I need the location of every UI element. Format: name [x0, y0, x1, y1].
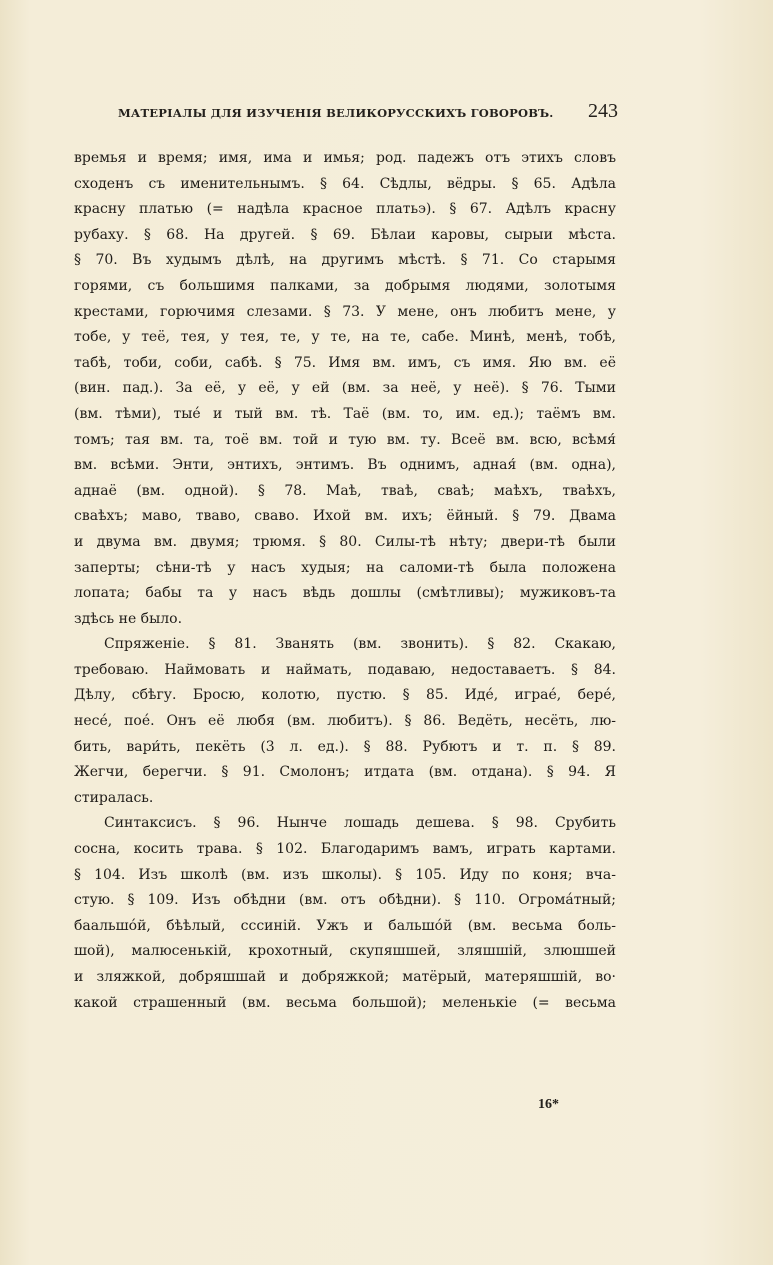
body-text [74, 146, 616, 1016]
signature-mark: 16* [538, 1097, 559, 1112]
text-line: крестами, горючимя слезами. § 73. У мене, онъ любитъ мене, у [74, 303, 616, 320]
text-line: несé, поé. Онъ её люб́я (вм. любитъ). § 86. Ведёть, несёть, лю- [74, 713, 616, 730]
page-number: 243 [588, 100, 618, 122]
paragraph [74, 632, 616, 811]
text-line: времья и время; имя, има и имья; род. падежъ отъ этихъ словъ [74, 150, 616, 166]
paragraph [74, 146, 616, 632]
page-header [118, 100, 618, 130]
text-line: § 70. Въ худымъ дѣлѣ, на другимъ мѣстѣ. § 71. Со старымя [74, 252, 616, 269]
text-line: горями, съ большимя палками, за добрымя людями, золотымя [74, 277, 616, 294]
text-line: тобе, у теё, тея, у тея, те, у те, на те, сабе. Минѣ, менѣ, тобѣ, [74, 329, 616, 346]
text-line: красну платью (= надѣла красное платьэ). § 67. Адѣлъ красну [74, 201, 616, 218]
text-line: Дѣлу, сбѣгу. Бросю, колотю, пустю. § 85. Идé, играé, берé, [74, 687, 616, 704]
text-line: Синтаксисъ. § 96. Нынче лошадь дешева. § 98. Срубить [104, 815, 616, 832]
text-line: стую. § 109. Изъ обѣдни (вм. отъ обѣдни). § 110. Огромáтный; [74, 892, 616, 909]
text-line: аднаё (вм. одной). § 78. Маѣ, тваѣ, сваѣ; маѣхъ, тваѣхъ, [74, 482, 616, 499]
text-line: сходенъ съ именительнымъ. § 64. Сѣдлы, вёдры. § 65. Адѣла [74, 175, 616, 192]
text-line: заперты; сѣни-тѣ у насъ худыя; на саломи-тѣ была положена [74, 559, 616, 576]
text-line: § 104. Изъ школѣ (вм. изъ школы). § 105. Иду по коня; вча- [74, 866, 616, 883]
text-line: баальшóй, бѣѣлый, сссиній. Ужъ и бальшóй (вм. весьма боль- [74, 917, 616, 934]
text-line: и зляжкой, добряшшай и добряжкой; матёрый, матеряшшій, во· [74, 969, 616, 985]
text-line: требоваю. Наймовать и наймать, подаваю, недоставаетъ. § 84. [74, 661, 616, 678]
text-line: томъ; тая вм. та, тоё вм. той и тую вм. ту. Всеё вм. всю, всѣмя́ [74, 431, 616, 448]
text-line: (вм. тѣми), тыé и тый вм. тѣ. Таё (вм. то, им. ед.); таёмъ вм. [74, 405, 616, 422]
text-line: стиралась. [74, 789, 154, 806]
text-line: Жегчи, берегчи. § 91. Смолонъ; итдата (вм. отдана). § 94. Я [74, 764, 616, 781]
text-line: (вин. пад.). За её, у её, у ей (вм. за неё, у неё). § 76. Тыми [74, 380, 616, 397]
text-line: Спряженіе. § 81. Званять (вм. звонить). § 82. Скакаю, [104, 636, 616, 653]
text-line: табѣ, тоби, соби, сабѣ. § 75. Имя вм. имъ, съ имя. Яю вм. её [74, 354, 616, 371]
text-line: какой страшенный (вм. весьма большой); меленькіе (= весьма [74, 994, 616, 1011]
paragraph [74, 811, 616, 1016]
text-line: лопата; бабы та у насъ вѣдь дошлы (смѣтливы); мужиковъ-та [74, 585, 616, 602]
text-line: рубаху. § 68. На другей. § 69. Бѣлаи каровы, сырыи мѣста. [74, 226, 616, 243]
text-line: сосна, косить трава. § 102. Благодаримъ вамъ, играть картами. [74, 841, 616, 858]
text-line: бить, вари́ть, пекёть (3 л. ед.). § 88. Рубютъ и т. п. § 89. [74, 738, 616, 755]
text-line: вм. всѣми. Энти, энтихъ, энтимъ. Въ однимъ, адная́ (вм. одна), [74, 457, 616, 474]
running-title: МАТЕРІАЛЫ ДЛЯ ИЗУЧЕНІЯ ВЕЛИКОРУССКИХЪ ГОВОРОВЪ. [118, 106, 554, 120]
text-line: сваѣхъ; маво, тваво, сваво. Ихой вм. ихъ; ёйный. § 79. Двама [74, 508, 616, 525]
text-line: здѣсь не было. [74, 610, 183, 627]
text-line: шой), малюсенькій, крохотный, скупяшшей, зляшшій, злюшшей [74, 943, 616, 960]
text-line: и двума вм. двумя; трюмя. § 80. Силы-тѣ нѣту; двери-тѣ были [74, 533, 616, 550]
